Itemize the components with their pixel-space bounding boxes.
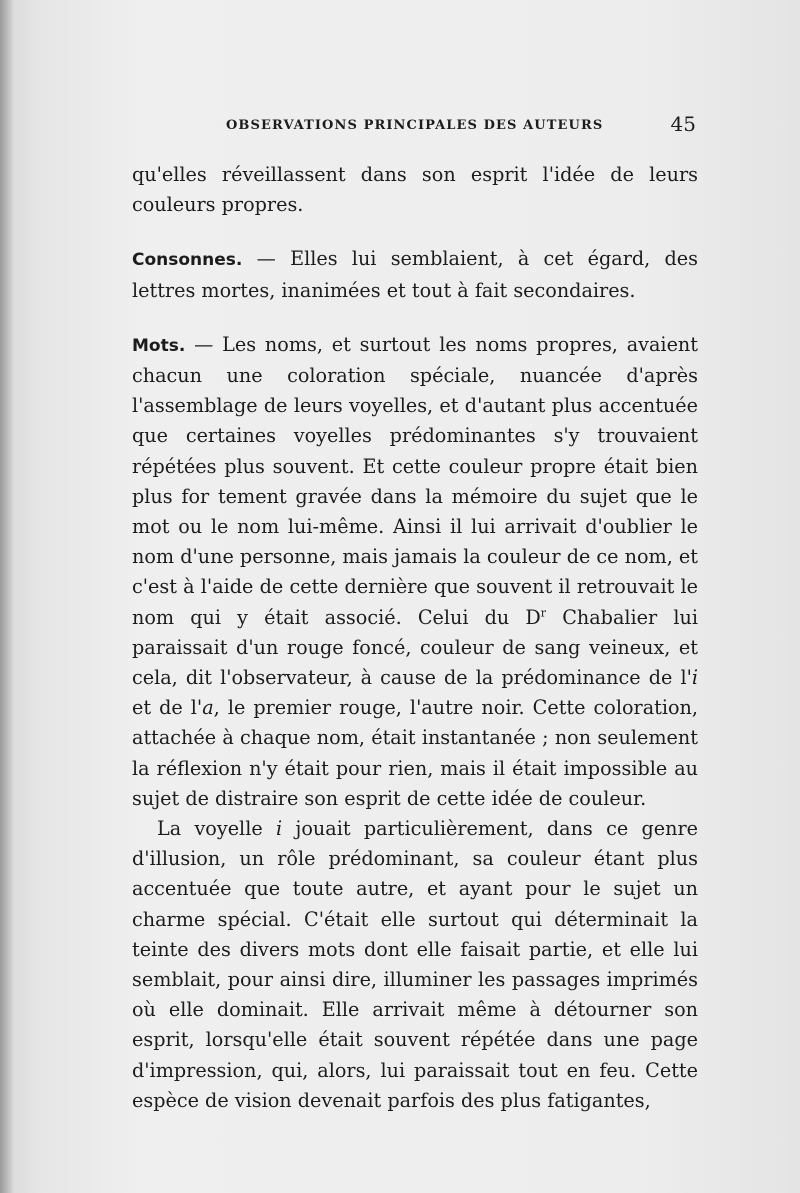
paragraph-lead-consonnes: Consonnes. <box>132 250 243 271</box>
paragraph-mots <box>132 330 698 814</box>
paragraph-text: — Les noms, et surtout les noms propres, avaient chacun une coloration spéciale, nuancée d'après l'assemblage de leurs voyelles, et d'autant plus accentuée que certaines voyelles prédominantes s'y trouvaient répétées plus souvent. Et cette couleur propre était bien plus for tement gravée dans la mémoire du sujet que le mot ou le nom lui-même. Ainsi il lui arrivait d'oublier le nom d'une personne, mais jamais la couleur de ce nom, et c'est à l'aide de cette dernière que souvent il retrouvait le nom qui y était associé. Celui du D <box>132 332 698 629</box>
paragraph-lead-mots: Mots. <box>132 335 186 356</box>
paragraph-text: — Elles lui semblaient, à cet égard, des lettres mortes, inanimées et tout à fait secondaires. <box>132 247 698 302</box>
paragraph-text: jouait particulièrement, dans ce genre d'illusion, un rôle prédominant, sa couleur étant plus accentuée que toute autre, et ayant pour le sujet un charme spécial. C'était elle surtout qui déterminait la teinte des divers mots dont elle faisait partie, et elle lui semblait, pour ainsi dire, illuminer les passages imprimés où elle dominait. Elle arrivait même à détourner son esprit, lorsqu'elle était souvent répétée dans une page d'impression, qui, alors, lui paraissait tout en feu. Cette espèce de vision devenait parfois des plus fatigantes, <box>132 817 698 1112</box>
paragraph-text: et de l' <box>132 696 203 720</box>
italic-letter-i: i <box>691 666 698 690</box>
paragraph-text: La voyelle <box>157 817 276 841</box>
running-title: OBSERVATIONS PRINCIPALES DES AUTEURS <box>226 118 604 133</box>
paragraph-text: , le premier rouge, l'autre noir. Cette coloration, attachée à chaque nom, était instantanée ; non seulement la réflexion n'y était pour rien, mais il était impossible au sujet de distraire son esprit de cette idée de couleur. <box>132 696 698 810</box>
paragraph-voyelle-i <box>132 814 698 1116</box>
body-text <box>132 160 698 1116</box>
italic-letter-a: a <box>202 696 214 720</box>
paragraph-text: qu'elles réveillassent dans son esprit l'idée de leurs couleurs propres. <box>132 163 698 217</box>
page-number: 45 <box>670 112 696 136</box>
italic-letter-i: i <box>275 817 283 841</box>
paragraph-continuation <box>132 160 698 220</box>
superscript-r: r <box>540 606 547 620</box>
binding-shadow <box>0 0 14 1193</box>
paragraph-consonnes <box>132 244 698 305</box>
paragraph-text: Chabalier lui paraissait d'un rouge foncé, couleur de sang veineux, et cela, dit l'observateur, à cause de la prédominance de l' <box>132 605 698 690</box>
running-header <box>130 112 696 142</box>
